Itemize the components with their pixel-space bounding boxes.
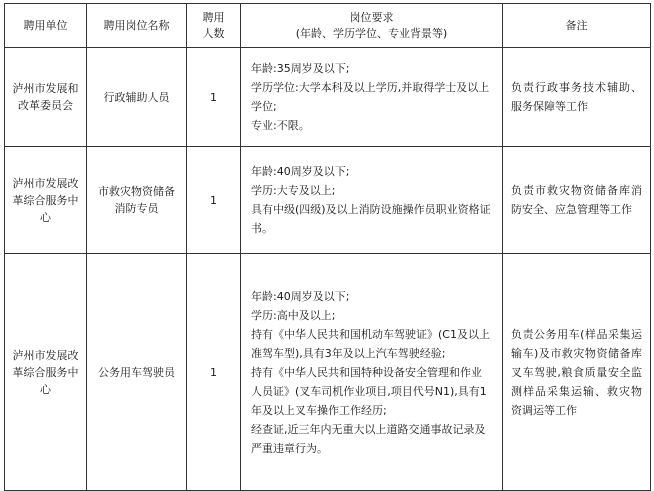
cell-requirements	[241, 254, 503, 491]
header-count-line2: 人数	[202, 26, 225, 40]
requirement-line: 年龄:35周岁及以下;	[251, 62, 350, 75]
requirement-line: 持有《中华人民共和国特种设备安全管理和作业人员证》(叉车司机作业项目,项目代号N1),具有1年及以上叉车操作工作经历;	[251, 365, 487, 417]
requirement-line: 年龄:40周岁及以下;	[251, 289, 350, 303]
table-row	[5, 254, 651, 491]
header-post: 聘用岗位名称	[87, 4, 187, 48]
cell-post: 行政辅助人员	[87, 48, 187, 147]
requirement-line: 学历:高中及以上;	[251, 308, 336, 322]
header-count-line1: 聘用	[202, 10, 225, 24]
cell-requirements	[241, 48, 503, 147]
cell-unit: 泸州市发展改革综合服务中心	[5, 147, 87, 254]
table-header-row	[5, 4, 651, 48]
header-note: 备注	[503, 4, 651, 48]
header-req-line2: (年龄、学历学位、专业背景等)	[295, 26, 448, 40]
cell-count: 1	[187, 48, 241, 147]
requirement-line: 专业:不限。	[251, 119, 310, 132]
cell-note: 负责公务用车(样品采集运输车)及市救灾物资储备库叉车驾驶,粮食质量安全监测样品采集运输、救灾物资调运等工作	[503, 254, 651, 491]
cell-unit: 泸州市发展改革综合服务中心	[5, 254, 87, 491]
cell-note: 负责行政事务技术辅助、服务保障等工作	[503, 48, 651, 147]
header-count	[187, 4, 241, 48]
cell-post: 公务用车驾驶员	[87, 254, 187, 491]
requirement-line: 持有《中华人民共和国机动车驾驶证》(C1及以上准驾车型),具有3年及以上汽车驾驶经验;	[251, 327, 490, 360]
requirement-line: 具有中级(四级)及以上消防设施操作员职业资格证书。	[251, 203, 491, 235]
requirement-line: 年龄:40周岁及以下;	[251, 165, 350, 178]
header-requirements	[241, 4, 503, 48]
cell-count: 1	[187, 147, 241, 254]
requirement-line: 学历学位:大学本科及以上学历,并取得学士及以上学位;	[251, 81, 490, 113]
header-req-line1: 岗位要求	[349, 10, 394, 24]
table-row	[5, 48, 651, 147]
requirement-line: 经查证,近三年内无重大以上道路交通事故记录及严重违章行为。	[251, 422, 486, 455]
cell-post: 市救灾物资储备消防专员	[87, 147, 187, 254]
header-unit: 聘用单位	[5, 4, 87, 48]
cell-requirements	[241, 147, 503, 254]
recruitment-table	[4, 3, 651, 491]
cell-note: 负责市救灾物资储备库消防安全、应急管理等工作	[503, 147, 651, 254]
cell-unit: 泸州市发展和改革委员会	[5, 48, 87, 147]
cell-count: 1	[187, 254, 241, 491]
requirement-line: 学历:大专及以上;	[251, 184, 336, 197]
table-row	[5, 147, 651, 254]
